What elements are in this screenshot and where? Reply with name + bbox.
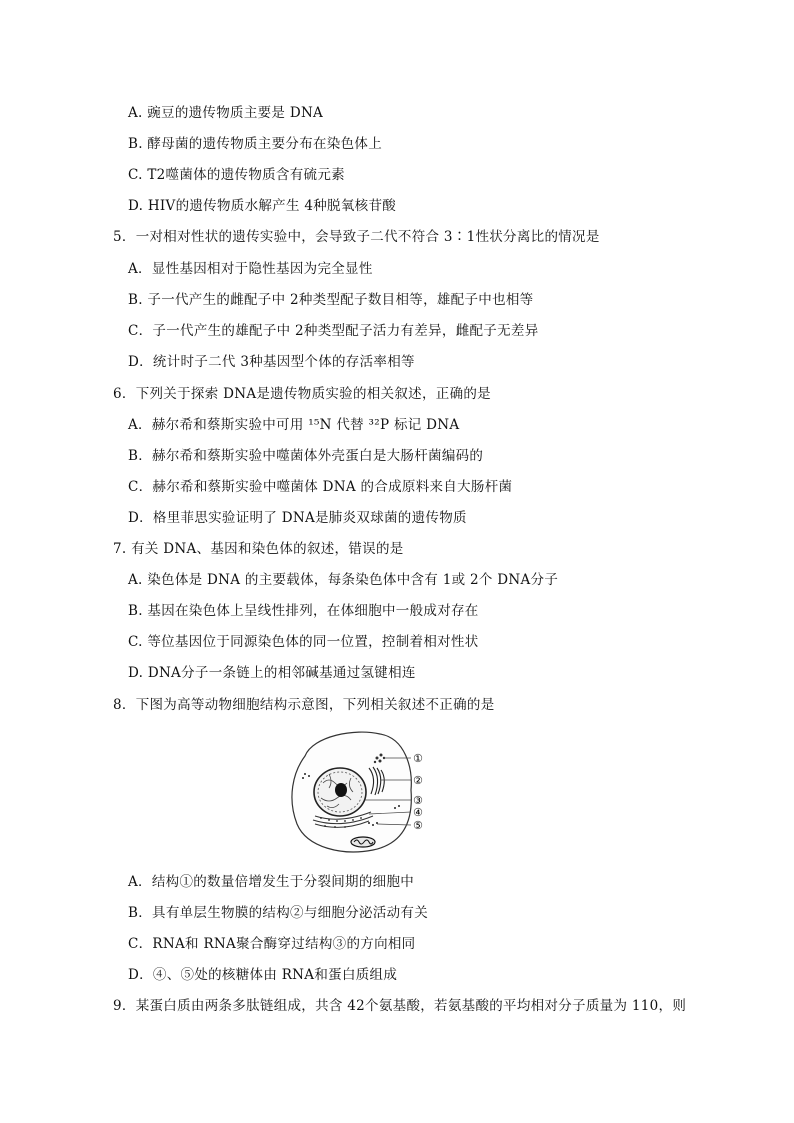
q7-option-d: D. DNA分子一条链上的相邻碱基通过氢键相连: [128, 665, 416, 681]
q5-option-b: B. 子一代产生的雌配子中 2种类型配子数目相等，雄配子中也相等: [128, 292, 534, 308]
label-2: ②: [413, 774, 423, 787]
q6-option-b: B．赫尔希和蔡斯实验中噬菌体外壳蛋白是大肠杆菌编码的: [128, 448, 484, 464]
q5-stem: 5．一对相对性状的遗传实验中，会导致子二代不符合 3∶1性状分离比的情况是: [113, 229, 600, 245]
q4-option-c: C. T2噬菌体的遗传物质含有硫元素: [128, 167, 345, 183]
label-3: ③: [413, 794, 423, 807]
q4-option-d: D. HIV的遗传物质水解产生 4种脱氧核苷酸: [128, 198, 397, 214]
animal-cell-diagram: [285, 728, 435, 858]
label-1: ①: [413, 752, 423, 765]
label-4: ④: [413, 806, 423, 819]
q4-option-b: B. 酵母菌的遗传物质主要分布在染色体上: [128, 136, 383, 152]
q5-option-c: C．子一代产生的雄配子中 2种类型配子活力有差异，雌配子无差异: [128, 323, 539, 339]
q5-option-a: A．显性基因相对于隐性基因为完全显性: [128, 261, 373, 277]
q7-option-c: C. 等位基因位于同源染色体的同一位置，控制着相对性状: [128, 634, 479, 650]
q7-option-b: B. 基因在染色体上呈线性排列，在体细胞中一般成对存在: [128, 603, 479, 619]
q8-option-b: B．具有单层生物膜的结构②与细胞分泌活动有关: [128, 905, 429, 921]
mitochondrion: [351, 837, 375, 847]
q4-option-a: A. 豌豆的遗传物质主要是 DNA: [128, 105, 324, 121]
q8-stem: 8．下图为高等动物细胞结构示意图，下列相关叙述不正确的是: [113, 697, 495, 713]
q6-option-d: D．格里菲思实验证明了 DNA是肺炎双球菌的遗传物质: [128, 510, 467, 526]
q6-option-a: A．赫尔希和蔡斯实验中可用 ¹⁵N 代替 ³²P 标记 DNA: [128, 417, 460, 433]
q5-option-d: D．统计时子二代 3种基因型个体的存活率相等: [128, 354, 415, 370]
q7-option-a: A. 染色体是 DNA 的主要载体，每条染色体中含有 1或 2个 DNA分子: [128, 572, 559, 588]
cell-structure-svg: [285, 728, 435, 858]
q8-option-d: D．④、⑤处的核糖体由 RNA和蛋白质组成: [128, 967, 398, 983]
q6-stem: 6．下列关于探索 DNA是遗传物质实验的相关叙述，正确的是: [113, 386, 491, 402]
label-5: ⑤: [413, 819, 423, 832]
q6-option-c: C．赫尔希和蔡斯实验中噬菌体 DNA 的合成原料来自大肠杆菌: [128, 479, 513, 495]
nucleolus: [335, 783, 347, 797]
q8-option-c: C．RNA和 RNA聚合酶穿过结构③的方向相同: [128, 936, 416, 952]
q8-option-a: A．结构①的数量倍增发生于分裂间期的细胞中: [128, 874, 415, 890]
q7-stem: 7. 有关 DNA、基因和染色体的叙述，错误的是: [113, 541, 404, 557]
q9-stem: 9．某蛋白质由两条多肽链组成，共含 42个氨基酸，若氨基酸的平均相对分子质量为 110，则: [113, 998, 687, 1014]
